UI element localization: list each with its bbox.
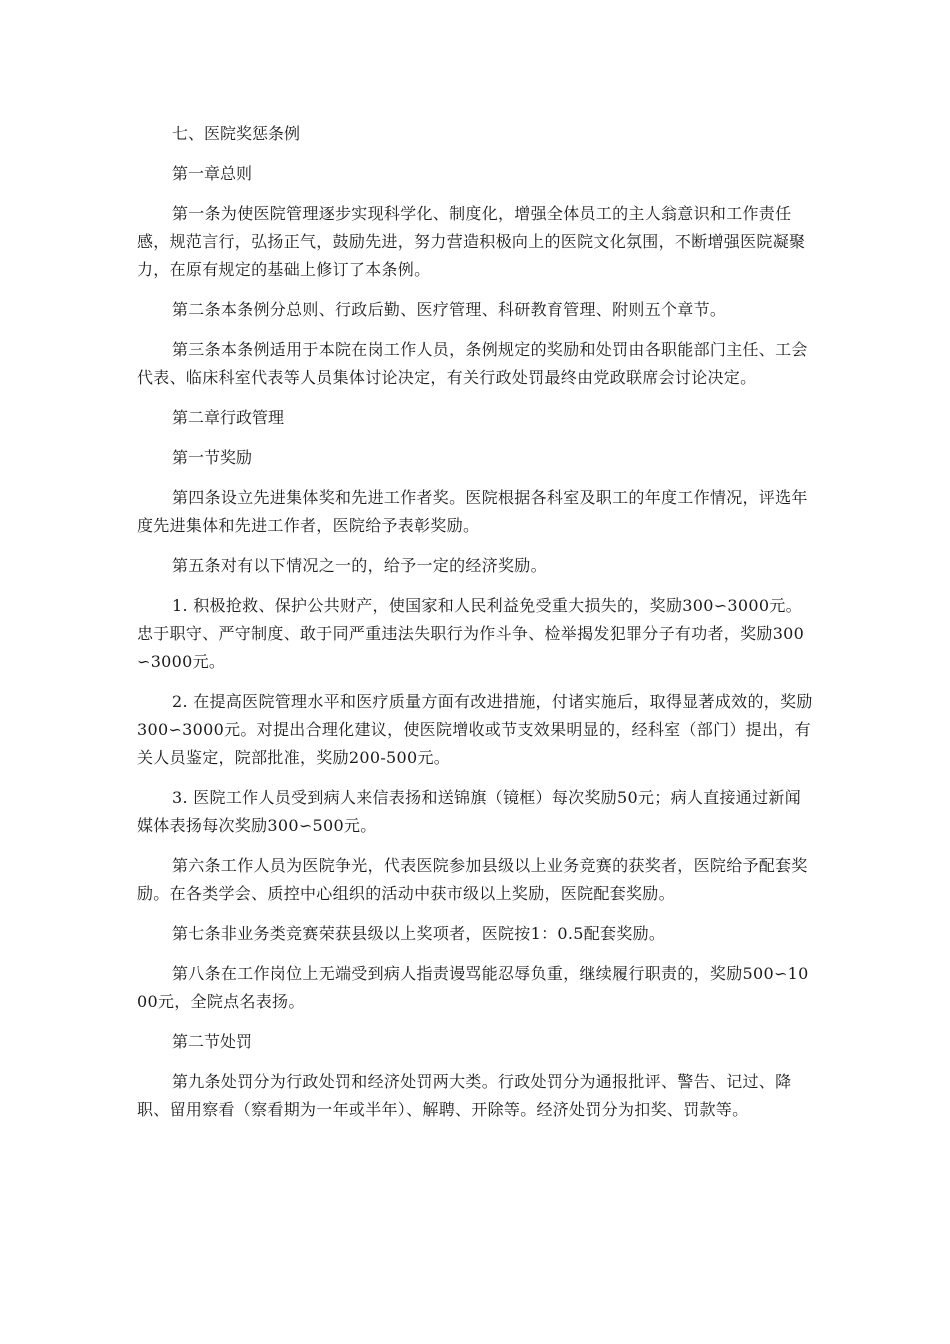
article-paragraph: 第五条对有以下情况之一的，给予一定的经济奖励。: [172, 556, 547, 575]
section-heading: 第一节奖励: [172, 448, 253, 467]
list-item-paragraph: 2. 在提高医院管理水平和医疗质量方面有改进措施，付诸实施后，取得显著成效的，奖励300∽3000元。对提出合理化建议，使医院增收或节支效果明显的，经科室（部门）提出，有关人员鉴定，院部批准，奖励200-500元。: [137, 692, 813, 767]
article-paragraph: 第一条为使医院管理逐步实现科学化、制度化，增强全体员工的主人翁意识和工作责任感，规范言行，弘扬正气，鼓励先进，努力营造积极向上的医院文化氛围，不断增强医院凝聚力，在原有规定的基础上修订了本条例。: [137, 204, 806, 279]
list-item-paragraph: 1. 积极抢救、保护公共财产，使国家和人民利益免受重大损失的，奖励300∽3000元。忠于职守、严守制度、敢于同严重违法失职行为作斗争、检举揭发犯罪分子有功者，奖励300∽3000元。: [137, 596, 805, 671]
article-paragraph: 第四条设立先进集体奖和先进工作者奖。医院根据各科室及职工的年度工作情况，评选年度先进集体和先进工作者，医院给予表彰奖励。: [137, 488, 808, 535]
article-paragraph: 第七条非业务类竞赛荣获县级以上奖项者，医院按1：0.5配套奖励。: [172, 924, 666, 943]
list-item-paragraph: 3. 医院工作人员受到病人来信表扬和送锦旗（镜框）每次奖励50元；病人直接通过新闻媒体表扬每次奖励300∽500元。: [137, 788, 802, 835]
chapter-title: 第二章行政管理: [172, 408, 285, 427]
article-paragraph: 第二条本条例分总则、行政后勤、医疗管理、科研教育管理、附则五个章节。: [172, 300, 727, 319]
article-paragraph: 第九条处罚分为行政处罚和经济处罚两大类。行政处罚分为通报批评、警告、记过、降职、留用察看（察看期为一年或半年）、解聘、开除等。经济处罚分为扣奖、罚款等。: [137, 1072, 792, 1119]
section-heading: 第二节处罚: [172, 1032, 253, 1051]
article-paragraph: 第三条本条例适用于本院在岗工作人员，条例规定的奖励和处罚由各职能部门主任、工会代表、临床科室代表等人员集体讨论决定，有关行政处罚最终由党政联席会讨论决定。: [137, 340, 808, 387]
article-paragraph: 第六条工作人员为医院争光，代表医院参加县级以上业务竞赛的获奖者，医院给予配套奖励。在各类学会、质控中心组织的活动中获市级以上奖励，医院配套奖励。: [137, 856, 808, 903]
section-title: 七、医院奖惩条例: [172, 124, 301, 143]
article-paragraph: 第八条在工作岗位上无端受到病人指责谩骂能忍辱负重，继续履行职责的，奖励500∽1000元，全院点名表扬。: [137, 964, 809, 1011]
document-body: [137, 120, 817, 1136]
chapter-title: 第一章总则: [172, 164, 253, 183]
